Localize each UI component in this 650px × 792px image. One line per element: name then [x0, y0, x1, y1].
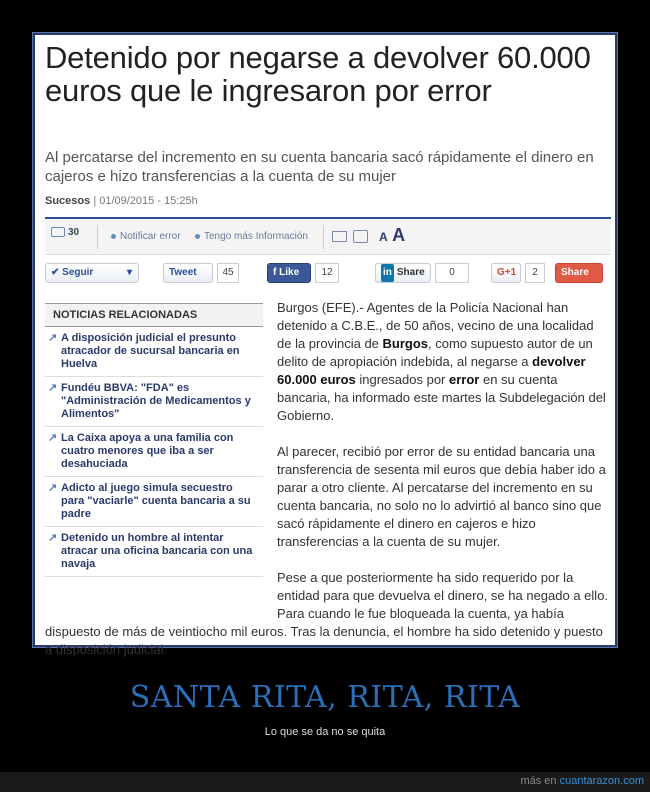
arrow-icon: ↗: [48, 532, 58, 544]
twitter-bird-icon: ✔: [51, 267, 60, 278]
bullet-icon: [111, 234, 116, 239]
news-article: [33, 33, 617, 657]
more-info-link[interactable]: [195, 231, 308, 242]
meme-caption-subtitle: Lo que se da no se quita: [264, 726, 386, 738]
arrow-icon: ↗: [48, 332, 58, 344]
google-plus-count: 2: [525, 263, 545, 283]
font-size-controls: [379, 225, 405, 246]
linkedin-share-button[interactable]: [375, 263, 431, 283]
toolbar-divider: [97, 225, 98, 249]
like-label: Like: [279, 267, 300, 278]
arrow-icon: ↗: [48, 482, 58, 494]
more-info-label: Tengo más Información: [204, 231, 308, 242]
body-paragraph-2: Al parecer, recibió por error de su entidad bancaria una transferencia de sesenta mil euros que debía haber ido a parar a otro cliente. Al percatarse del incremento en su cuenta bancaria, no solo no lo advirtió al banco sino que sacó rápidamente el dinero en cajeros e hizo transferencias a la cuenta de su mujer.: [277, 444, 606, 549]
article-section-link[interactable]: Sucesos: [45, 195, 91, 207]
footer-bar: [0, 772, 650, 792]
follow-label: Seguir: [62, 267, 94, 278]
body-text-run: ingresados por: [355, 372, 450, 387]
article-headline: Detenido por negarse a devolver 60.000 euros que le ingresaron por error: [45, 40, 591, 108]
tweet-count: 45: [217, 263, 239, 283]
keyword-amount: devolver 60.000 euros: [277, 354, 586, 387]
comment-count: 30: [68, 227, 80, 238]
email-icon[interactable]: [332, 231, 347, 242]
linkedin-icon: in: [381, 264, 394, 282]
print-icon[interactable]: [353, 230, 368, 243]
bullet-icon: [195, 234, 200, 239]
comments-button[interactable]: [51, 227, 79, 238]
comment-icon: [51, 227, 65, 237]
facebook-like-button[interactable]: [267, 263, 311, 283]
share-button[interactable]: [555, 263, 603, 283]
keyword-burgos: Burgos: [382, 336, 429, 351]
tweet-button[interactable]: [163, 263, 213, 283]
footer-site-link[interactable]: cuantarazon.com: [559, 775, 644, 787]
meta-separator: |: [93, 195, 100, 207]
article-toolbar: [45, 217, 611, 255]
body-text-run: Burgos (EFE).- Agentes de la Policía Nacional han detenido a C.B.E., de 50 años, vecino de una localidad de la provincia de: [277, 300, 594, 351]
body-text-run: , como supuesto autor de un delito de apropiación indebida, al negarse a: [277, 336, 593, 369]
tweet-label: Tweet: [169, 267, 197, 278]
meme-caption-title: SANTA RITA, RITA, RITA: [129, 680, 521, 715]
related-news-title: Fundéu BBVA: "FDA" es "Administración de Medicamentos y Alimentos": [61, 382, 251, 420]
body-text-run: en su cuenta bancaria, ha informado este martes la Subdelegación del Gobierno.: [277, 372, 606, 423]
related-news-title: Detenido un hombre al intentar atracar una oficina bancaria con una navaja: [61, 532, 253, 570]
like-count: 12: [315, 263, 339, 283]
related-news-heading: NOTICIAS RELACIONADAS: [45, 303, 263, 327]
notify-error-label: Notificar error: [120, 231, 181, 242]
linkedin-count: 0: [435, 263, 469, 283]
article-date: 01/09/2015 - 15:25h: [99, 195, 198, 207]
social-share-bar: [45, 263, 611, 287]
screenshot-frame: [32, 32, 618, 657]
follow-button[interactable]: [45, 263, 139, 283]
keyword-error: error: [449, 372, 480, 387]
facebook-icon: f: [273, 267, 277, 278]
arrow-icon: ↗: [48, 432, 58, 444]
related-news-title: A disposición judicial el presunto atracador de sucursal bancaria en Huelva: [61, 332, 240, 370]
article-body: [45, 299, 611, 677]
arrow-icon: ↗: [48, 382, 58, 394]
chevron-down-icon[interactable]: ▾: [126, 267, 132, 278]
footer-prefix: más en: [520, 775, 557, 787]
google-plus-button[interactable]: G+1: [491, 263, 521, 283]
font-decrease-button[interactable]: A: [379, 230, 388, 244]
notify-error-link[interactable]: [111, 231, 181, 242]
linkedin-label: Share: [396, 267, 425, 278]
body-paragraph-3: Pese a que posteriormente ha sido requerido por la entidad para que devuelva el dinero, se ha negado a ello. Para cuando le fue bloqueada la cuenta, ya había dispuesto de más de veintiocho mil euros. Tras la denuncia, el hombre ha sido detenido y puesto a disposición judicial.: [45, 570, 609, 657]
footer-credit: [520, 775, 644, 787]
share-label: Share: [561, 267, 589, 278]
related-news-title: Adicto al juego simula secuestro para "vaciarle" cuenta bancaria a su padre: [61, 482, 251, 520]
article-meta: [45, 195, 198, 207]
sidebar-spacer: [45, 299, 277, 607]
font-increase-button[interactable]: A: [392, 225, 406, 245]
toolbar-divider: [323, 225, 324, 249]
related-news-title: La Caixa apoya a una familia con cuatro menores que iba a ser desahuciada: [61, 432, 234, 470]
article-subtitle: Al percatarse del incremento en su cuenta bancaria sacó rápidamente el dinero en cajeros e hizo transferencias a la cuenta de su mujer: [45, 149, 594, 185]
